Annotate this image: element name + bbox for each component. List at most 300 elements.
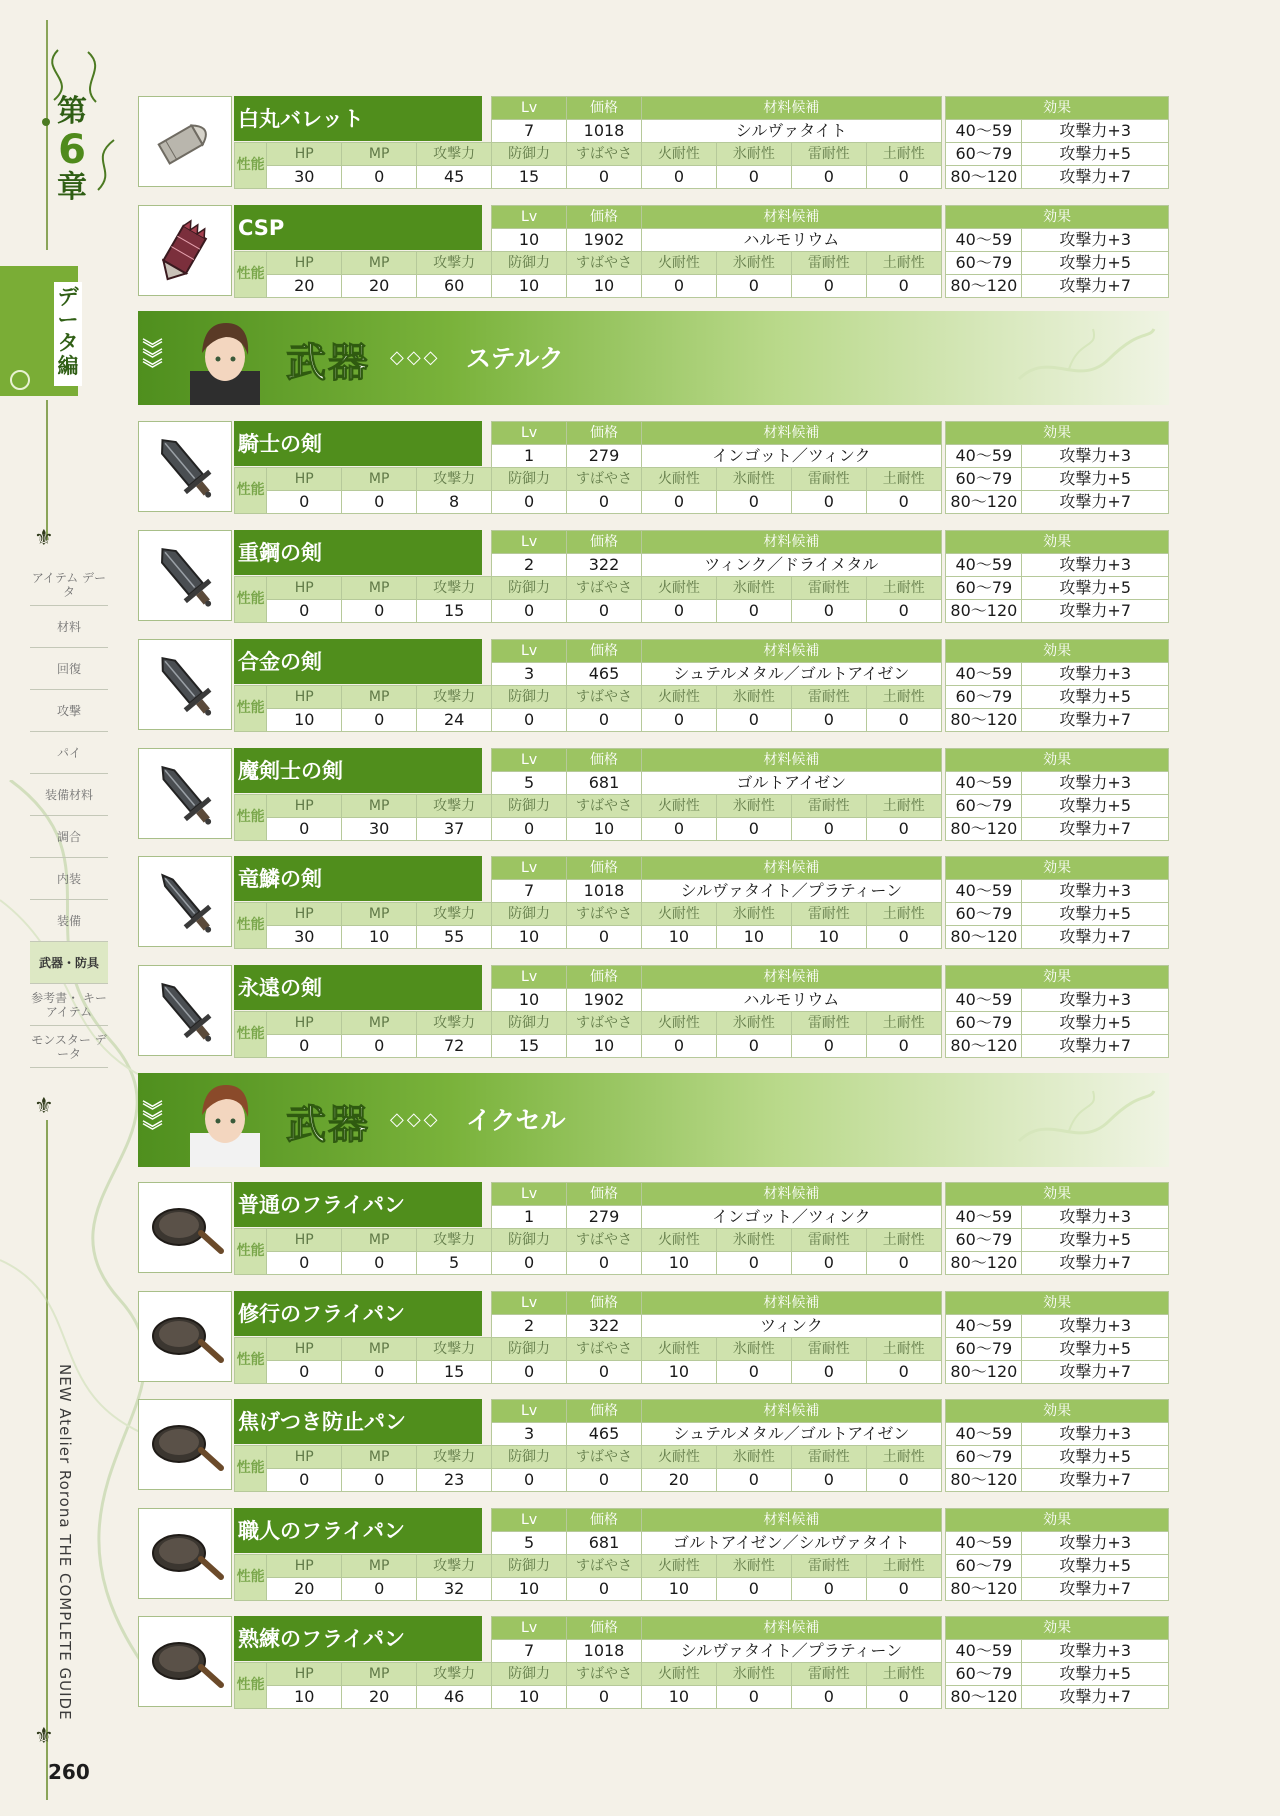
item-price: 465 [567,663,642,686]
item-thunder-resist: 0 [791,166,866,189]
item-attack: 37 [417,818,492,841]
chapter-suffix: 章 [57,170,87,205]
effect-range: 60〜79 [946,1338,1022,1361]
item-card [138,421,1169,516]
effect-value: 攻撃力+5 [1022,252,1169,275]
item-thumbnail [138,748,232,839]
side-nav-item[interactable]: 調合 [30,816,108,858]
side-nav-item[interactable]: 材料 [30,606,108,648]
lv-header: Lv [492,422,567,445]
item-materials: ゴルトアイゼン／シルヴァタイト [641,1532,941,1555]
effect-range: 40〜59 [946,772,1022,795]
lv-header: Lv [492,640,567,663]
price-header: 価格 [567,749,642,772]
side-nav-item[interactable]: アイテム データ [30,564,108,606]
item-level: 3 [492,1423,567,1446]
materials-header: 材料候補 [641,1617,941,1640]
item-level: 3 [492,663,567,686]
defense-header: 防御力 [492,1446,567,1469]
performance-label: 性能 [235,1229,267,1275]
effect-value: 攻撃力+5 [1022,1663,1169,1686]
effect-value: 攻撃力+5 [1022,143,1169,166]
item-thumbnail [138,1399,232,1490]
effect-range: 80〜120 [946,1686,1022,1709]
item-materials: ツィンク [641,1315,941,1338]
thunder-resist-header: 雷耐性 [791,795,866,818]
item-thumbnail [138,205,232,296]
item-earth-resist: 0 [866,1686,941,1709]
item-price: 681 [567,1532,642,1555]
performance-label: 性能 [235,686,267,732]
item-materials: ハルモリウム [641,989,941,1012]
ice-resist-header: 氷耐性 [716,468,791,491]
ice-resist-header: 氷耐性 [716,1338,791,1361]
price-header: 価格 [567,1617,642,1640]
item-materials: インゴット／ツィンク [641,445,941,468]
thunder-resist-header: 雷耐性 [791,1663,866,1686]
item-mp: 10 [342,926,417,949]
effect-range: 40〜59 [946,120,1022,143]
item-level: 7 [492,1640,567,1663]
item-defense: 10 [492,275,567,298]
sword-icon [145,646,225,724]
speed-header: すばやさ [567,468,642,491]
item-price: 1902 [567,989,642,1012]
item-name: 騎士の剣 [234,421,482,466]
effect-range: 40〜59 [946,1315,1022,1338]
fire-resist-header: 火耐性 [641,1012,716,1035]
effect-value: 攻撃力+3 [1022,1315,1169,1338]
item-defense: 15 [492,166,567,189]
effect-value: 攻撃力+7 [1022,709,1169,732]
item-ice-resist: 0 [716,1578,791,1601]
ice-resist-header: 氷耐性 [716,686,791,709]
item-hp: 0 [267,1361,342,1384]
effect-range: 60〜79 [946,143,1022,166]
effect-range: 80〜120 [946,709,1022,732]
item-fire-resist: 0 [641,600,716,623]
fire-resist-header: 火耐性 [641,795,716,818]
item-defense: 0 [492,491,567,514]
side-nav-item[interactable]: 内装 [30,858,108,900]
earth-resist-header: 土耐性 [866,1338,941,1361]
fire-resist-header: 火耐性 [641,1338,716,1361]
materials-header: 材料候補 [641,966,941,989]
item-speed: 0 [567,1361,642,1384]
item-fire-resist: 10 [641,926,716,949]
attack-header: 攻撃力 [417,795,492,818]
effect-range: 80〜120 [946,1035,1022,1058]
materials-header: 材料候補 [641,422,941,445]
item-speed: 0 [567,709,642,732]
item-mp: 0 [342,1578,417,1601]
item-earth-resist: 0 [866,1578,941,1601]
item-card [138,1616,1169,1711]
earth-resist-header: 土耐性 [866,795,941,818]
effect-header: 効果 [946,857,1169,880]
item-thunder-resist: 0 [791,1686,866,1709]
item-card [138,856,1169,951]
effect-header: 効果 [946,97,1169,120]
ice-resist-header: 氷耐性 [716,903,791,926]
item-hp: 10 [267,1686,342,1709]
defense-header: 防御力 [492,1229,567,1252]
side-nav-item[interactable]: 装備 [30,900,108,942]
effect-range: 40〜59 [946,554,1022,577]
spiked-shell-icon [145,212,225,290]
price-header: 価格 [567,640,642,663]
effect-range: 60〜79 [946,1446,1022,1469]
item-mp: 20 [342,1686,417,1709]
effect-header: 効果 [946,1400,1169,1423]
hp-header: HP [267,1229,342,1252]
mp-header: MP [342,1555,417,1578]
price-header: 価格 [567,97,642,120]
attack-header: 攻撃力 [417,468,492,491]
mp-header: MP [342,795,417,818]
speed-header: すばやさ [567,795,642,818]
item-thunder-resist: 0 [791,1469,866,1492]
item-mp: 0 [342,1252,417,1275]
item-hp: 0 [267,600,342,623]
item-fire-resist: 10 [641,1361,716,1384]
lv-header: Lv [492,749,567,772]
defense-header: 防御力 [492,468,567,491]
item-ice-resist: 0 [716,1469,791,1492]
performance-label: 性能 [235,1555,267,1601]
item-price: 1018 [567,120,642,143]
item-ice-resist: 0 [716,275,791,298]
lv-header: Lv [492,1617,567,1640]
item-name: 竜鱗の剣 [234,856,482,901]
effect-value: 攻撃力+3 [1022,663,1169,686]
item-attack: 55 [417,926,492,949]
materials-header: 材料候補 [641,640,941,663]
hp-header: HP [267,1555,342,1578]
speed-header: すばやさ [567,1663,642,1686]
speed-header: すばやさ [567,1338,642,1361]
effect-range: 80〜120 [946,1252,1022,1275]
lv-header: Lv [492,966,567,989]
sword-icon [145,972,225,1050]
lv-header: Lv [492,531,567,554]
item-materials: シュテルメタル／ゴルトアイゼン [641,663,941,686]
sword-icon [145,863,225,941]
price-header: 価格 [567,1292,642,1315]
effect-value: 攻撃力+5 [1022,577,1169,600]
item-materials: ハルモリウム [641,229,941,252]
effect-range: 60〜79 [946,1012,1022,1035]
hp-header: HP [267,795,342,818]
item-speed: 10 [567,818,642,841]
frying-pan-icon [145,1623,225,1701]
item-thunder-resist: 0 [791,1252,866,1275]
performance-label: 性能 [235,252,267,298]
fire-resist-header: 火耐性 [641,1663,716,1686]
item-speed: 0 [567,1252,642,1275]
item-defense: 0 [492,709,567,732]
defense-header: 防御力 [492,795,567,818]
item-ice-resist: 0 [716,709,791,732]
effect-value: 攻撃力+3 [1022,445,1169,468]
effect-range: 40〜59 [946,1532,1022,1555]
effect-range: 60〜79 [946,795,1022,818]
effect-value: 攻撃力+5 [1022,686,1169,709]
item-name: 熟練のフライパン [234,1616,482,1661]
item-speed: 10 [567,1035,642,1058]
thunder-resist-header: 雷耐性 [791,577,866,600]
fleur-de-lis-icon: ⚜ [34,1094,54,1119]
effect-header: 効果 [946,966,1169,989]
hp-header: HP [267,1338,342,1361]
item-level: 10 [492,229,567,252]
price-header: 価格 [567,1509,642,1532]
item-speed: 0 [567,1686,642,1709]
fleur-de-lis-icon: ⚜ [34,1724,54,1749]
effect-value: 攻撃力+5 [1022,795,1169,818]
item-earth-resist: 0 [866,709,941,732]
item-fire-resist: 10 [641,1578,716,1601]
item-materials: シルヴァタイト／プラティーン [641,880,941,903]
hp-header: HP [267,1446,342,1469]
effect-value: 攻撃力+7 [1022,1686,1169,1709]
effect-value: 攻撃力+7 [1022,600,1169,623]
effect-value: 攻撃力+7 [1022,1252,1169,1275]
fire-resist-header: 火耐性 [641,1555,716,1578]
side-nav-item[interactable]: 攻撃 [30,690,108,732]
page-number: 260 [48,1760,90,1784]
fire-resist-header: 火耐性 [641,252,716,275]
effect-value: 攻撃力+3 [1022,1206,1169,1229]
item-earth-resist: 0 [866,166,941,189]
item-card [138,639,1169,734]
effect-value: 攻撃力+3 [1022,880,1169,903]
item-speed: 0 [567,491,642,514]
frying-pan-icon [145,1298,225,1376]
item-ice-resist: 0 [716,166,791,189]
effect-value: 攻撃力+5 [1022,1446,1169,1469]
ice-resist-header: 氷耐性 [716,1229,791,1252]
item-earth-resist: 0 [866,1035,941,1058]
item-earth-resist: 0 [866,926,941,949]
defense-header: 防御力 [492,903,567,926]
item-level: 7 [492,880,567,903]
effect-value: 攻撃力+7 [1022,1578,1169,1601]
item-ice-resist: 10 [716,926,791,949]
sword-icon [145,537,225,615]
earth-resist-header: 土耐性 [866,143,941,166]
effect-value: 攻撃力+5 [1022,468,1169,491]
item-fire-resist: 0 [641,1035,716,1058]
effect-value: 攻撃力+7 [1022,166,1169,189]
chevron-icon: 》》》 [139,1100,163,1140]
thunder-resist-header: 雷耐性 [791,1338,866,1361]
effect-value: 攻撃力+3 [1022,1532,1169,1555]
rail-line-mid [46,400,48,540]
item-defense: 10 [492,1686,567,1709]
price-header: 価格 [567,1183,642,1206]
side-nav-item[interactable]: 武器・防具 [30,942,108,984]
defense-header: 防御力 [492,1663,567,1686]
effect-value: 攻撃力+7 [1022,926,1169,949]
item-defense: 0 [492,600,567,623]
mp-header: MP [342,1229,417,1252]
item-defense: 10 [492,926,567,949]
attack-header: 攻撃力 [417,252,492,275]
item-thunder-resist: 0 [791,818,866,841]
hp-header: HP [267,1663,342,1686]
item-speed: 10 [567,275,642,298]
effect-range: 40〜59 [946,1206,1022,1229]
item-price: 681 [567,772,642,795]
effect-value: 攻撃力+3 [1022,1423,1169,1446]
frying-pan-icon [145,1406,225,1484]
hp-header: HP [267,252,342,275]
ice-resist-header: 氷耐性 [716,1663,791,1686]
item-thumbnail [138,1616,232,1707]
earth-resist-header: 土耐性 [866,577,941,600]
item-earth-resist: 0 [866,818,941,841]
item-fire-resist: 0 [641,275,716,298]
side-nav-item[interactable]: パイ [30,732,108,774]
fire-resist-header: 火耐性 [641,1446,716,1469]
effect-header: 効果 [946,1617,1169,1640]
side-nav-item[interactable]: モンスター データ [30,1026,108,1068]
item-level: 1 [492,445,567,468]
item-hp: 0 [267,1035,342,1058]
price-header: 価格 [567,966,642,989]
materials-header: 材料候補 [641,531,941,554]
item-thunder-resist: 0 [791,600,866,623]
mp-header: MP [342,1338,417,1361]
fleur-de-lis-icon: ⚜ [34,526,54,551]
mp-header: MP [342,686,417,709]
performance-label: 性能 [235,795,267,841]
item-materials: ゴルトアイゼン [641,772,941,795]
item-ice-resist: 0 [716,1035,791,1058]
item-thunder-resist: 0 [791,1578,866,1601]
item-hp: 0 [267,1469,342,1492]
character-portrait [182,1075,268,1167]
category-title: 武器 [286,340,370,386]
thunder-resist-header: 雷耐性 [791,1012,866,1035]
item-mp: 0 [342,600,417,623]
item-level: 2 [492,1315,567,1338]
ice-resist-header: 氷耐性 [716,1446,791,1469]
ice-resist-header: 氷耐性 [716,143,791,166]
thunder-resist-header: 雷耐性 [791,468,866,491]
attack-header: 攻撃力 [417,143,492,166]
item-attack: 60 [417,275,492,298]
item-defense: 0 [492,1252,567,1275]
earth-resist-header: 土耐性 [866,1555,941,1578]
effect-range: 40〜59 [946,229,1022,252]
ice-resist-header: 氷耐性 [716,577,791,600]
defense-header: 防御力 [492,1338,567,1361]
item-name: 重鋼の剣 [234,530,482,575]
mp-header: MP [342,143,417,166]
effect-header: 効果 [946,1183,1169,1206]
item-fire-resist: 0 [641,709,716,732]
earth-resist-header: 土耐性 [866,686,941,709]
item-earth-resist: 0 [866,1361,941,1384]
side-nav-item[interactable]: 参考書・ キーアイテム [30,984,108,1026]
materials-header: 材料候補 [641,97,941,120]
attack-header: 攻撃力 [417,577,492,600]
ice-resist-header: 氷耐性 [716,252,791,275]
fire-resist-header: 火耐性 [641,577,716,600]
speed-header: すばやさ [567,143,642,166]
item-attack: 15 [417,600,492,623]
mp-header: MP [342,577,417,600]
effect-header: 効果 [946,1292,1169,1315]
speed-header: すばやさ [567,252,642,275]
category-title: 武器 [286,1102,370,1148]
price-header: 価格 [567,206,642,229]
price-header: 価格 [567,857,642,880]
character-name: ステルク [466,344,564,373]
bullet-icon [145,103,225,181]
section-banner [138,1073,1169,1167]
sword-icon [145,755,225,833]
item-mp: 0 [342,709,417,732]
section-label: データ編 [54,282,82,386]
effect-value: 攻撃力+5 [1022,1229,1169,1252]
lv-header: Lv [492,1183,567,1206]
lv-header: Lv [492,206,567,229]
effect-range: 80〜120 [946,926,1022,949]
item-hp: 20 [267,275,342,298]
item-mp: 0 [342,491,417,514]
price-header: 価格 [567,422,642,445]
item-name: CSP [234,205,482,250]
earth-resist-header: 土耐性 [866,468,941,491]
lv-header: Lv [492,97,567,120]
effect-range: 80〜120 [946,818,1022,841]
fire-resist-header: 火耐性 [641,903,716,926]
item-fire-resist: 20 [641,1469,716,1492]
materials-header: 材料候補 [641,1400,941,1423]
effect-value: 攻撃力+5 [1022,1012,1169,1035]
performance-label: 性能 [235,468,267,514]
item-price: 322 [567,554,642,577]
effect-value: 攻撃力+3 [1022,229,1169,252]
section-banner [138,311,1169,405]
item-hp: 10 [267,709,342,732]
item-attack: 8 [417,491,492,514]
speed-header: すばやさ [567,686,642,709]
hp-header: HP [267,143,342,166]
effect-range: 60〜79 [946,577,1022,600]
item-card [138,1291,1169,1386]
effect-range: 40〜59 [946,880,1022,903]
item-thumbnail [138,856,232,947]
lv-header: Lv [492,857,567,880]
item-materials: シルヴァタイト [641,120,941,143]
character-name: イクセル [466,1106,566,1135]
speed-header: すばやさ [567,577,642,600]
item-mp: 0 [342,1035,417,1058]
thunder-resist-header: 雷耐性 [791,1229,866,1252]
item-name: 永遠の剣 [234,965,482,1010]
side-nav-item[interactable]: 回復 [30,648,108,690]
effect-range: 80〜120 [946,600,1022,623]
side-nav-item[interactable]: 装備材料 [30,774,108,816]
item-attack: 15 [417,1361,492,1384]
item-card [138,530,1169,625]
mp-header: MP [342,903,417,926]
item-price: 279 [567,445,642,468]
